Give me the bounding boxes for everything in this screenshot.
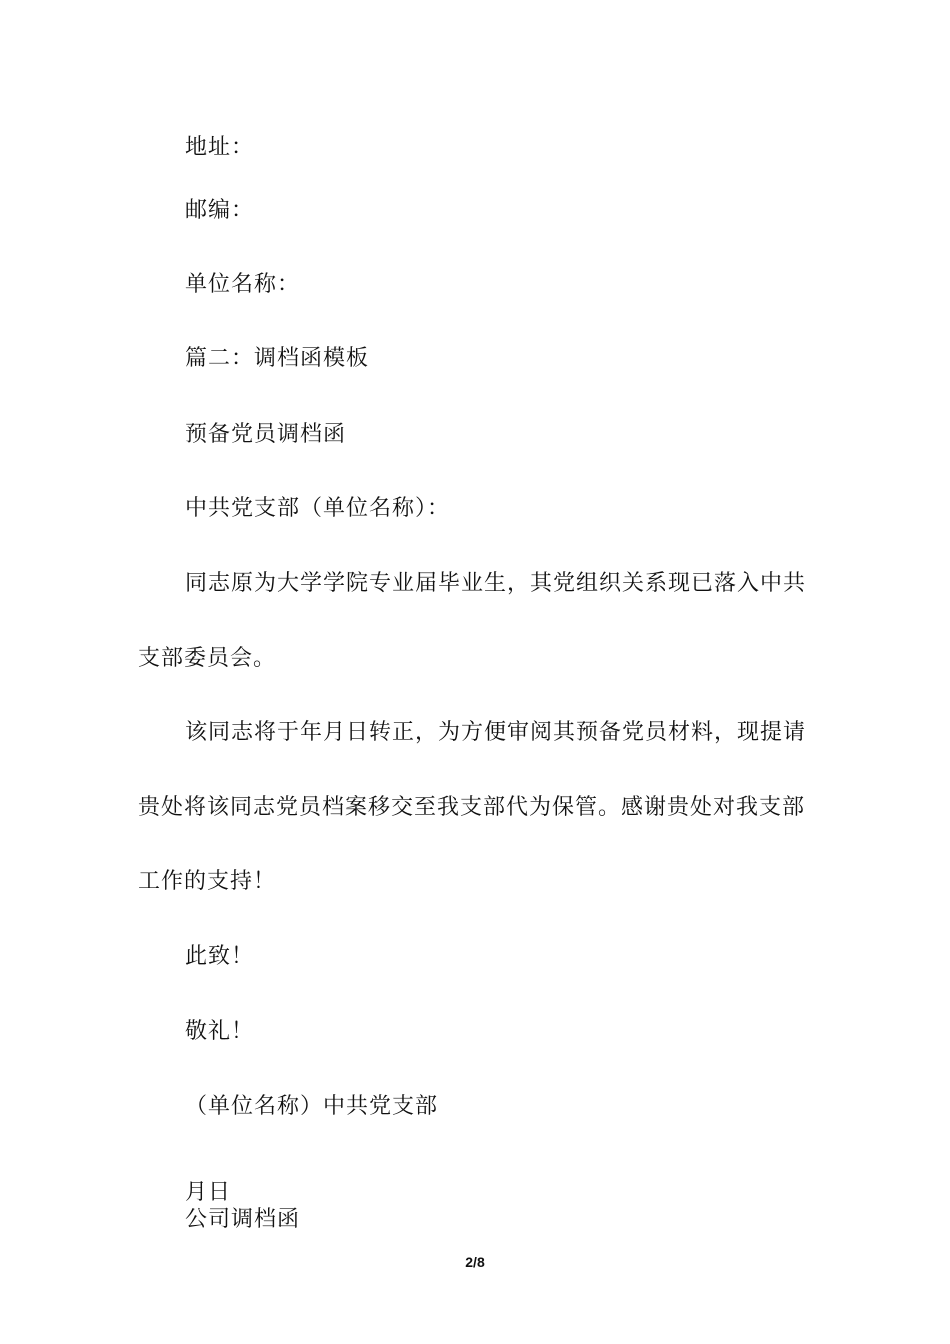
- letter-title: 预备党员调档函: [185, 422, 347, 447]
- closing-line-1: 此致！: [185, 944, 255, 969]
- letter-salutation: 中共党支部（单位名称）：: [185, 496, 451, 521]
- next-section-heading: 公司调档函: [185, 1207, 301, 1232]
- page-number: 2/8: [465, 1254, 485, 1270]
- address-label: 地址：: [185, 135, 255, 160]
- body-paragraph-2-line-2: 贵处将该同志党员档案移交至我支部代为保管。感谢贵处对我支部: [138, 795, 806, 820]
- body-paragraph-1-line-1: 同志原为大学学院专业届毕业生，其党组织关系现已落入中共: [185, 571, 807, 596]
- unit-name-label: 单位名称：: [185, 272, 301, 297]
- body-paragraph-1-line-2: 支部委员会。: [138, 646, 277, 671]
- closing-line-2: 敬礼！: [185, 1019, 255, 1044]
- section-heading: 篇二：调档函模板: [185, 346, 370, 371]
- body-paragraph-2-line-3: 工作的支持！: [138, 869, 277, 894]
- signature-date: 月日: [185, 1180, 232, 1205]
- signature-unit: （单位名称）中共党支部: [185, 1094, 439, 1119]
- postcode-label: 邮编：: [185, 198, 255, 223]
- body-paragraph-2-line-1: 该同志将于年月日转正，为方便审阅其预备党员材料，现提请: [185, 720, 807, 745]
